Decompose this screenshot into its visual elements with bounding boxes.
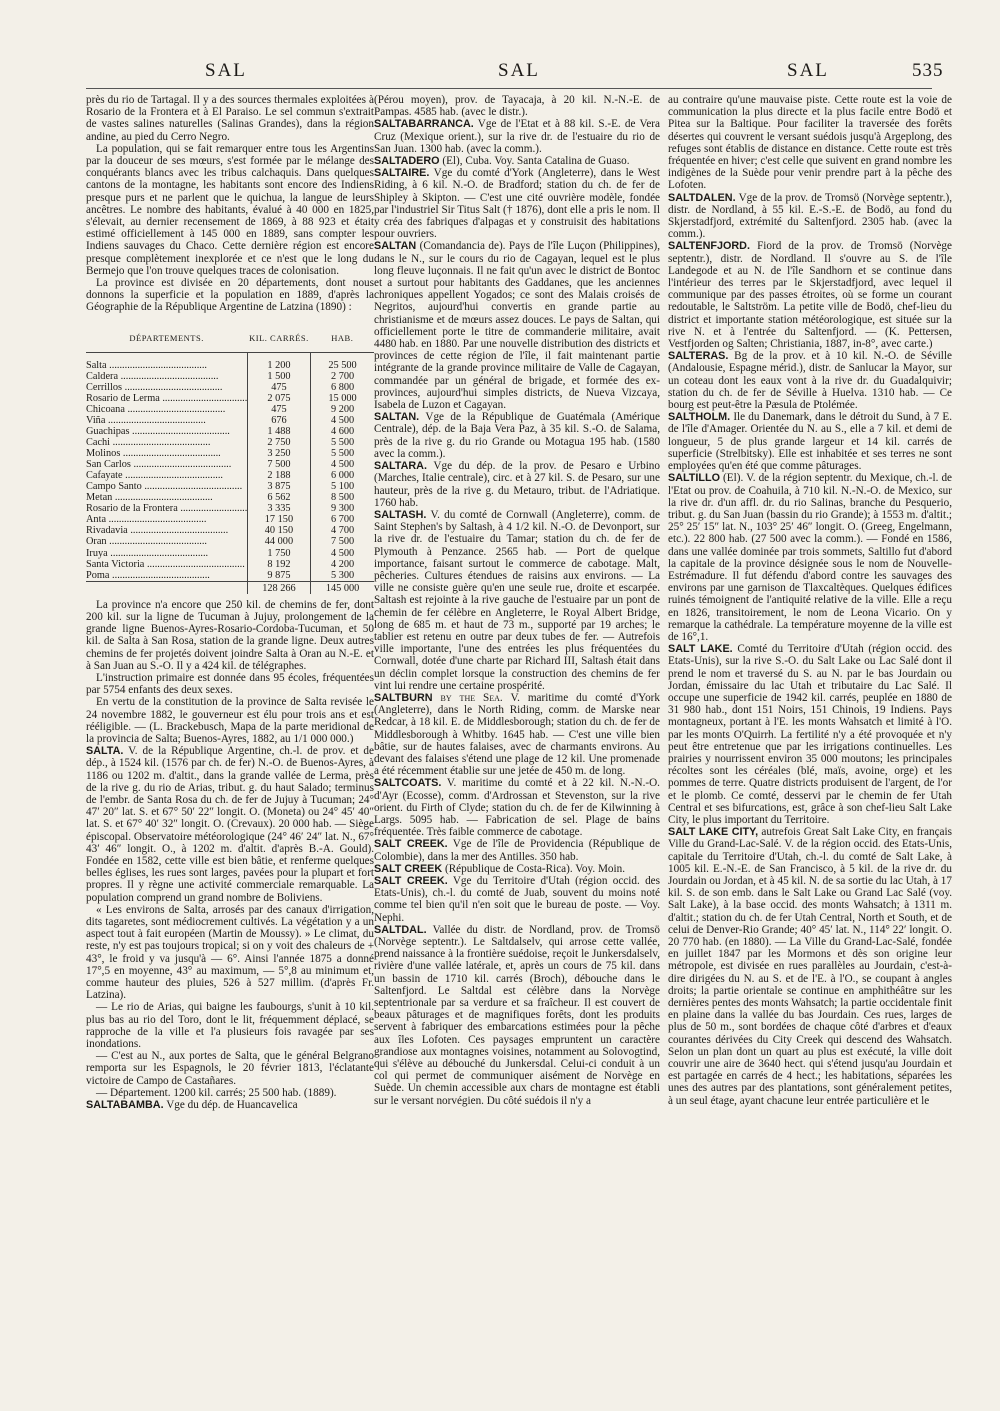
paragraph: (Pérou moyen), prov. de Tayacaja, à 20 kil. N.-N.-E. de Pampas. 4585 hab. (avec le distr.). xyxy=(374,94,660,119)
paragraph: au contraire qu'une mauvaise piste. Cette route est la voie de communication la plus directe et la plus facile entre Bodö et Pitea sur la Baltique. Pour faciliter la traversée des forêts désertes qui couvrent le versant suédois jusqu'à Argeplong, des refuges sont établis de distance en distance. Cette route est très fréquentée en hiver; c'est celle que suivent en grand nombre les indigènes de la Suède pour venir prendre part à la pêche des Lofoten. xyxy=(668,94,952,192)
running-head-center: SAL xyxy=(498,60,540,81)
entry-text: (El). V. de la région septentr. du Mexique, ch.-l. de l'Etat ou prov. de Coahuila, à 710 kil. N.-N.-O. de Mexico, sur la rive dr. d'un affl. dr. du rio Salinas, branche du Pesquerio, tribut. g. du San Juan (bassin du rio Grande); à 1553 m. d'altit.; 25° 25′ 15″ lat. N., 103° 25′ 46″ longit. O. (Greeg, Engelmann, etc.). 22 800 hab. (27 500 avec la comm.). — Fondé en 1586, dans une vallée dominée par trois sommets, Saltillo fut d'abord la capitale de la province désignée sous le nom de Nouvelle-Estrémadure. Il fut défendu d'abord contre les sauvages des environs par une garnison de Tlaxcaltèques. Quelques édifices ruinés témoignent de l'antiquité relative de la ville. Elle a reçu en 1826, transitoirement, le nom de Leona Vicario. On y remarque la cathédrale. La température moyenne de la ville est de 16°,1. xyxy=(668,472,952,643)
entry xyxy=(374,777,660,838)
headword: SALTERAS. xyxy=(668,350,729,363)
table-row xyxy=(86,404,374,415)
entry xyxy=(374,924,660,1107)
department-name: Guachipas ..... xyxy=(86,426,247,437)
paragraph: La province n'a encore que 250 kil. de chemins de fer, dont 200 kil. sur la ligne de Tucuman à Jujuy, prolongement de la grande ligne Buenos-Ayres-Rosario-Cordoba-Tucuman, et 50 kil. de Salta à San Rosa, station de la grande ligne. Deux autres chemins de fer projetés doivent joindre Salta à Oran au N.-E. et à San Juan au S.-O. Il y a 424 kil. de télégraphes. xyxy=(86,598,374,672)
population: 4 500 xyxy=(311,548,374,559)
column-2 xyxy=(374,94,660,1394)
department-name: Poma ..... xyxy=(86,570,247,582)
entry xyxy=(668,643,952,826)
header-rule xyxy=(86,88,932,89)
area-km2: 2 188 xyxy=(247,470,310,481)
population: 6 700 xyxy=(311,514,374,525)
entry-saltabamba xyxy=(86,1099,374,1111)
department-name: Iruya ..... xyxy=(86,548,247,559)
entry xyxy=(668,826,952,1107)
population: 4 500 xyxy=(311,459,374,470)
headword: SALTABARRANCA. xyxy=(374,118,474,131)
table-row xyxy=(86,570,374,582)
area-km2: 17 150 xyxy=(247,514,310,525)
entry-text: Vallée du distr. de Nordland, prov. de Tromsö (Norvège septentr.). Le Saltdalselv, qui arrose cette vallée, prend naissance à la frontière suédoise, reçoit le Junkersdalselv, rivière d'une vallée latérale, et, après un cours de 75 kil. dans un bassin de 1710 kil. carrés (Broch), débouche dans le Saltenfjord. Le Saltdal est célèbre dans la Norvège septentrionale par sa verdure et sa fraîcheur. Il est couvert de beaux pâturages et de magnifiques forêts, dont les produits servent à fabriquer des embarcations estimées pour la pêche aux îles Lofoten. Ces paysages empruntent un caractère grandiose aux montagnes voisines, notamment au Solovogtind, qui s'élève au débouché du Junkersdal. Celui-ci conduit à un col qui permet de communiquer aisément de Norvège en Suède. Un chemin accessible aux chars de montagne est établi sur le versant norvégien. Du côté suédois il n'y a xyxy=(374,923,660,1107)
department-name: Santa Victoria ..... xyxy=(86,559,247,570)
headword: SALTBURN xyxy=(374,691,433,704)
table-row xyxy=(86,459,374,470)
department-name: Campo Santo ..... xyxy=(86,481,247,492)
area-km2: 2 075 xyxy=(247,393,310,404)
area-km2: 44 000 xyxy=(247,536,310,547)
population: 8 500 xyxy=(311,492,374,503)
entry-text: Vge de la prov. de Tromsö (Norvège septentr.), distr. de Nordland, à 55 kil. E.-S.-E. de Bodö, au fond du Skjerstadfjord, extrémité du Saltenfjord. 2305 hab. (avec la comm.). xyxy=(668,191,952,241)
department-name: Cerrillos ..... xyxy=(86,382,247,393)
department-name: Oran ..... xyxy=(86,536,247,547)
headword: SALTADERO xyxy=(374,155,440,168)
table-row xyxy=(86,503,374,514)
entry-text: V. de la République Argentine, ch.-l. de prov. et de dép., à 1524 kil. (1576 par ch. de fer) N.-O. de Buenos-Ayres, à 1186 ou 1202 m. d'altit., dans la grande vallée de Lerma, près de la rive g. du rio de Arias, tribut. g. du haut Salado; terminus de l'embr. de Santa Rosa du ch. de fer de Jujuy à Tucuman; 24° 47′ 20″ lat. S. et 67° 50′ 22″ longit. O. (Moneta) ou 24° 45′ 40″ lat. S. et 67° 40′ 32″ longit. O. (Crevaux). 20 000 hab. — Siège épiscopal. Observatoire météorologique (24° 46′ 24″ lat. N., 67° 43′ 46″ longit. O., à 1202 m. d'altit. d'après B.-A. Gould). Fondée en 1582, cette ville est bien bâtie, et renferme quelques belles églises, les rues sont larges, pavées pour la plupart et fort propres. Il y règne une activité commerciale remarquable. La population comprend un grand nombre de Boliviens. xyxy=(86,745,374,904)
entry xyxy=(374,838,660,862)
department-name: Salta ..... xyxy=(86,352,247,371)
headword: SALT CREEK xyxy=(374,862,443,875)
headword: SALTILLO xyxy=(668,472,720,485)
population: 9 200 xyxy=(311,404,374,415)
table-row xyxy=(86,525,374,536)
page-number: 535 xyxy=(912,60,944,81)
entry-text: V. maritime du comté d'York (Angleterre), dans le North Riding, comm. de Marske near Redcar, à 18 kil. E. de Middlesborough; station du ch. de fer de Middlesborough à Whitby. 1645 hab. — C'est une ville bien bâtie, sur de hautes falaises, avec de charmants environs. Au devant des falaises s'étend une plage de 12 kil. Une promenade a été récemment établie sur une jetée de 450 m. de long. xyxy=(374,691,660,778)
table-row xyxy=(86,415,374,426)
paragraph: — Département. 1200 kil. carrés; 25 500 hab. (1889). xyxy=(96,1086,337,1099)
area-km2: 475 xyxy=(247,382,310,393)
table-row xyxy=(86,352,374,371)
entry-text: Vge du dép. de la prov. de Pesaro e Urbino (Marches, Italie centrale), circ. et à 27 kil. S. de Pesaro, sur une hauteur, près de la rive g. du Metauro, tribut. de l'Adriatique. 1760 hab. xyxy=(374,460,660,509)
department-name: Chicoana ..... xyxy=(86,404,247,415)
entry-text: V. du comté de Cornwall (Angleterre), comm. de Saint Stephen's by Saltash, à 4 1/2 kil. N.-O. de Devonport, sur la rive dr. de l'estuaire du Tamar; station du ch. de fer de Plymouth à Penzance. 2565 hab. — Port de quelque importance, faisant surtout le commerce de cabotage. Malt, pêcheries. Cultures étendues de raisins aux environs. — La ville ne consiste guère qu'en une seule rue, droite et escarpée. Saltash est rejointe à la rive gauche de l'estuaire par un pont de chemin de fer célèbre en Angleterre, le Royal Albert Bridge, long de 685 m. et haut de 73 m., supporté par 19 arches; le tablier est retenu en outre par deux tubes de fer. — Autrefois ville importante, l'une des entrées les plus fréquentées du Cornwall, dotée d'une charte par Richard III, Saltash était dans un déclin complet lorsque la construction des chemins de fer vint lui rendre une certaine prospérité. xyxy=(374,508,660,692)
headword: SALTA. xyxy=(86,745,124,758)
running-head-right: SAL xyxy=(787,60,829,81)
entry xyxy=(374,460,660,509)
area-km2: 1 750 xyxy=(247,548,310,559)
entry xyxy=(374,118,660,155)
area-km2: 2 750 xyxy=(247,437,310,448)
entry-text: Fiord de la prov. de Tromsö (Norvège septentr.), distr. de Nordland. Il s'ouvre au S. de l'île Landegode et au N. de l'île Sandhorn et se continue dans l'intérieur des terres par le Skjerstadfjord, avec lequel il communique par des passes étroites, où se forme un courant redoutable, le Saltström. La petite ville de Bodö, chef-lieu du district et importante station météorologique, est située sur la rive N. et à l'entrée du Saltenfjord. — (K. Pettersen, Vestfjorden og Salten; Christiania, 1887, in-8°, avec carte.) xyxy=(668,240,952,351)
entry xyxy=(374,692,660,777)
entry xyxy=(374,875,660,924)
area-km2: 3 875 xyxy=(247,481,310,492)
headword: SALT CREEK. xyxy=(374,875,448,887)
entry xyxy=(374,167,660,240)
department-name: Cachi ..... xyxy=(86,437,247,448)
area-km2: 1 488 xyxy=(247,426,310,437)
headword: SALTARA. xyxy=(374,460,427,473)
table-row xyxy=(86,536,374,547)
entry-text: (El), Cuba. Voy. Santa Catalina de Guaso. xyxy=(442,155,630,168)
table-row xyxy=(86,481,374,492)
table-row xyxy=(86,393,374,404)
column-3 xyxy=(668,94,952,1394)
entry-text: Bg de la prov. et à 10 kil. N.-O. de Séville (Andalousie, Espagne mérid.), distr. de Sanlucar la Mayor, sur un coteau dont les eaux vont à la rive dr. du Guadalquivir; station du ch. de fer de Séville à Huelva. 1310 hab. — Ce bourg est peut-être la Pæsula de Ptolémée. xyxy=(668,350,952,412)
headword: SALT CREEK. xyxy=(374,838,448,851)
table-row xyxy=(86,514,374,525)
population: 4 700 xyxy=(311,525,374,536)
headword: SALT LAKE CITY, xyxy=(668,826,759,839)
area-km2: 8 192 xyxy=(247,559,310,570)
entry-text: Vge du dép. de Huancavelica xyxy=(166,1099,298,1112)
department-name: Viña ..... xyxy=(86,415,247,426)
department-name: Caldera ..... xyxy=(86,371,247,382)
entry-text: (République de Costa-Rica). Voy. Moin. xyxy=(444,862,625,875)
area-km2: 40 150 xyxy=(247,525,310,536)
area-km2: 3 250 xyxy=(247,448,310,459)
running-head-left: SAL xyxy=(205,60,247,81)
area-km2: 6 562 xyxy=(247,492,310,503)
department-name: Rosario de Lerma ..... xyxy=(86,393,247,404)
entry xyxy=(374,509,660,692)
paragraph: En vertu de la constitution de la province de Salta revisée le 24 novembre 1882, le gouverneur est élu pour trois ans et est rééligible. — (L. Brackebusch, Mapa de la parte meridional de la provincia de Salta; Buenos-Ayres, 1882, au 1/1 000 000.) xyxy=(86,696,374,745)
entry-text: Comté du Territoire d'Utah (région occid. des Etats-Unis), sur la rive S.-O. du Salt Lake ou Lac Salé dont il prend le nom et traversé du S. au N. par le bas Jourdain ou Jordan, émissaire du lac Utah et tributaire du Lac Salé. Il occupe une superficie de 1942 kil. carrés, peuplée en 1880 de 31 980 hab., dont 151 Noirs, 151 Chinois, 19 Indiens. Pays montagneux, portant à l'E. les monts Wahsatch et limité à l'O. par les monts O'Quirrh. La fertilité n'y a été provoquée et n'y peut être entretenue que par les irrigations continuelles. Les prairies y nourrissent environ 35 000 moutons; les principales récoltes sont les céréales (blé, maïs, avoine, orge) et les pommes de terre. Quatre districts produisent de l'argent, de l'or et le plomb. Ce comté, desservi par le chemin de fer Utah Central et ses bifurcations, est, grâce à son chef-lieu Salt Lake City, le plus important du Territoire. xyxy=(668,643,952,826)
entry xyxy=(668,192,952,241)
area-km2: 475 xyxy=(247,404,310,415)
table-row xyxy=(86,382,374,393)
headword: SALTDAL. xyxy=(374,923,427,936)
department-name: Rosario de la Frontera ..... xyxy=(86,503,247,514)
table-row xyxy=(86,559,374,570)
column-header: DÉPARTEMENTS. xyxy=(86,319,247,353)
entry-text: Vge de la République de Guatémala (Amérique Centrale), dép. de la Baja Vera Paz, à 35 kil. S.-O. de Salama, près de la rive g. du rio Grande ou Motagua 195 hab. (1580 avec la comm.). xyxy=(374,411,660,460)
entry-text: autrefois Great Salt Lake City, en français Ville du Grand-Lac-Salé. V. de la région occid. des Etats-Unis, capitale du Territoire d'Utah, ch.-l. du comté de Salt Lake, à 1005 kil. E.-N.-E. de San Francisco, à 5 kil. de la rive dr. du Jourdain ou Jordan, et à 45 kil. N. de sa sortie du lac Utah, à 17 kil. S. de son emb. dans le Salt Lake ou Grand Lac Salé (voy. Salt Lake), à la base occid. des monts Wahsatch; à 1311 m. d'altit.; station du ch. de fer Utah Central, North et South, et de celui de Denver-Rio Grande; 40° 45′ lat. N., 114° 22′ longit. O. 20 770 hab. (en 1880). — La Ville du Grand-Lac-Salé, fondée en juillet 1847 par les Mormons et dès son origine leur métropole, est divisée en rues parallèles au Jourdain, c'est-à-dire dirigées du N. au S. et de l'E. à l'O., se coupant à angles droits; la partie orientale se continue en amphithéâtre sur les dernières pentes des monts Wahsatch; la partie occidentale finit en plaine dans la vallée du bas Jourdain. Ces rues, larges de plus de 50 m., sont bordées de chaque côté d'arbres et d'eaux courantes dérivées du City Creek qui descend des Wahsatch. Selon un plan dont un quart au plus est exécuté, la ville doit couvrir une aire de 3640 hect. qui s'étend jusqu'au Jourdain et est partagée en carrés de 4 hect.; les habitations, séparées les unes des autres par des plantations, sont généralement petites, à un seul étage, ayant chacune leur entrée particulière et le xyxy=(668,826,952,1107)
total-area: 128 266 xyxy=(247,581,310,594)
paragraph: La population, qui se fait remarquer entre tous les Argentins par la douceur de ses mœurs, s'est formée par le mélange des conquérants blancs avec les tribus calchaquis. Dans quelques cantons de la montagne, les habitants sont encore des Indiens presque purs et ne parlent que le quichua, la langue de leurs ancêtres. Le nombre des habitants, évalué à 40 000 en 1825, s'élevait, au dernier recensement de 1869, à 88 923 et était estimé officiellement à 145 000 en 1889, sans compter les Indiens sauvages du Chaco. Cette dernière région est encore presque complètement inexplorée et ce n'est que le long du Bermejo que l'on trouve quelques traces de colonisation. xyxy=(86,142,374,277)
entry-text: Vge du comté d'York (Angleterre), dans le West Riding, à 6 kil. N.-O. de Bradford; station du ch. de fer de Shipley à Skipton. — C'est une cité ouvrière modèle, fondée par l'industriel Sir Titus Salt († 1876), dont elle a pris le nom. Il y créa des fabriques d'alpagas et y construisit des habitations pour ouvriers. xyxy=(374,167,660,241)
paragraph: près du rio de Tartagal. Il y a des sources thermales exploitées à Rosario de la Frontera et à El Paraiso. Le sel commun s'extrait de vastes salines naturelles (Salinas Grandes), dans la région andine, au pied du Cerro Negro. xyxy=(86,94,374,143)
table-row xyxy=(86,492,374,503)
department-name: Molinos ..... xyxy=(86,448,247,459)
headword: SALTHOLM. xyxy=(668,411,731,424)
area-km2: 9 875 xyxy=(247,570,310,582)
paragraph: — C'est au N., aux portes de Salta, que le général Belgrano remporta sur les Espagnols, le 20 février 1813, l'éclatante victoire de Campo de Castañares. xyxy=(86,1050,374,1087)
paragraph: « Les environs de Salta, arrosés par des canaux d'irrigation, dits tagaretes, sont médiocrement cultivés. La végétation y a un aspect tout à fait européen (Martin de Moussy). » Le climat, du reste, n'y est pas toujours tropical; si on y voit des chaleurs de + 43°, le froid y va jusqu'à — 6°. Ainsi l'année 1875 a donné 17°,5 en moyenne, 43° au maximum, — 5°,8 au minimum et, comme hauteur des pluies, 526 à 527 millim. (d'après Fr. Latzina). xyxy=(86,903,374,1002)
entry-text: Vge du Territoire d'Utah (région occid. des Etats-Unis), ch.-l. du comté de Juab, souvent du moins noté comme tel bien qu'il n'en soit que le bureau de poste. — Voy. Nephi. xyxy=(374,875,660,924)
entry-text: Vge de l'Etat et à 88 kil. S.-E. de Vera Cruz (Mexique orient.), sur la rive dr. de l'estuaire du rio de San Juan. 1300 hab. (avec la comm.). xyxy=(374,118,660,155)
population: 4 600 xyxy=(311,426,374,437)
paragraph: L'instruction primaire est donnée dans 95 écoles, fréquentées par 5754 enfants des deux sexes. xyxy=(86,671,374,697)
entry-salta xyxy=(86,745,374,904)
area-km2: 7 500 xyxy=(247,459,310,470)
entry xyxy=(374,155,660,167)
department-name: San Carlos ..... xyxy=(86,459,247,470)
population: 5 100 xyxy=(311,481,374,492)
population: 4 200 xyxy=(311,559,374,570)
population: 2 700 xyxy=(311,371,374,382)
headword: SALTDALEN. xyxy=(668,191,736,204)
department-name: Metan ..... xyxy=(86,492,247,503)
area-km2: 1 500 xyxy=(247,371,310,382)
population: 6 000 xyxy=(311,470,374,481)
entry xyxy=(668,350,952,411)
population: 25 500 xyxy=(311,352,374,371)
table-header-row xyxy=(86,319,374,353)
entry-text: V. maritime du comté et à 22 kil. N.-N.-O. d'Ayr (Ecosse), comm. d'Ardrossan et Stevenston, sur la rive orient. du Firth of Clyde; station du ch. de fer de Kilwinning à Largs. 5095 hab. — Fabrication de sel. Plage de bains fréquentée. Très faible commerce de cabotage. xyxy=(374,777,660,839)
department-name: Cafayate ..... xyxy=(86,470,247,481)
area-km2: 1 200 xyxy=(247,352,310,371)
population: 9 300 xyxy=(311,503,374,514)
department-name: Rivadavia ..... xyxy=(86,525,247,536)
entry xyxy=(668,240,952,350)
entry xyxy=(668,411,952,472)
headword: SALTCOATS. xyxy=(374,777,442,790)
table-row xyxy=(86,448,374,459)
total-label-cell xyxy=(86,581,247,594)
department-name: Anta ..... xyxy=(86,514,247,525)
entry-text: Vge de l'île de Providencia (République de Colombie), dans la mer des Antilles. 350 hab. xyxy=(374,838,660,863)
population: 4 500 xyxy=(311,415,374,426)
entry xyxy=(374,240,660,411)
population: 7 500 xyxy=(311,536,374,547)
column-1 xyxy=(86,94,374,1394)
table-row xyxy=(86,426,374,437)
paragraph: — Le rio de Arias, qui baigne les faubourgs, s'unit à 10 kil. plus bas au rio del Toro, dont le lit, fréquemment déplacé, se rapproche de la ville et l'a plusieurs fois ravagée par ses inondations. xyxy=(86,1001,374,1050)
headword: SALTENFJORD. xyxy=(668,240,750,253)
headword: SALTABAMBA. xyxy=(86,1099,164,1112)
area-km2: 3 335 xyxy=(247,503,310,514)
table-body xyxy=(86,352,374,593)
table-row xyxy=(86,371,374,382)
headword: SALTAIRE. xyxy=(374,167,430,180)
population: 5 500 xyxy=(311,448,374,459)
headword: SALTAN xyxy=(374,240,417,253)
headword: SALTAN. xyxy=(374,411,420,424)
entry-text: (Comandancia de). Pays de l'île Luçon (Philippines), dans le N., sur le cours du rio de Cagayan, lequel est le plus long fleuve luçonnais. Il ne fait qu'un avec le district de Bontoc et a surtout pour habitants des Gaddanes, que les anciennes chroniques appellent Yogados; ce sont des Malais croisés de Negritos, aujourd'hui convertis en grande partie au christianisme et de mœurs assez douces. Le pays de Saltan, qui officiellement porte le titre de commanderie militaire, avait 4480 hab. en 1880. Par une nouvelle distribution des districts et provinces de cette région de l'île, il fait maintenant partie intégrante de la grande province militaire de Valle de Cagayan, commandée par un général de brigade, et formée des ex-provinces, aujourd'hui simples districts, de Nueva Vizcaya, Isabela de Luzon et Cagayan. xyxy=(374,240,660,412)
column-header: HAB. xyxy=(311,319,374,353)
area-km2: 676 xyxy=(247,415,310,426)
population: 15 000 xyxy=(311,393,374,404)
total-population: 145 000 xyxy=(311,581,374,594)
headword: SALT LAKE. xyxy=(668,643,733,656)
table-total-row xyxy=(86,581,374,594)
column-header: KIL. CARRÉS. xyxy=(247,319,310,353)
table-row xyxy=(86,548,374,559)
table-row xyxy=(86,437,374,448)
population: 6 800 xyxy=(311,382,374,393)
headword: SALTASH. xyxy=(374,508,427,521)
entry-text: Ile du Danemark, dans le détroit du Sund, à 7 E. de l'île d'Amager. Orientée du N. au S., elle a 7 kil. et demi de longueur, 5 de plus grande largeur et 14 kil. carrés de superficie (Strelbitsky). Elle est inhabitée et ses terres ne sont employées qu'en été que comme pâturages. xyxy=(668,411,952,473)
entry xyxy=(668,472,952,643)
entry xyxy=(374,411,660,460)
population: 5 500 xyxy=(311,437,374,448)
population: 5 300 xyxy=(311,570,374,582)
paragraph: La province est divisée en 20 départements, dont nous donnons la superficie et la population en 1889, d'après la Géographie de la République Argentine de Latzina (1890) : xyxy=(86,277,374,314)
headword-suffix: by the Sea. xyxy=(440,691,503,704)
departments-table xyxy=(86,319,374,594)
table-row xyxy=(86,470,374,481)
entry xyxy=(374,863,660,875)
